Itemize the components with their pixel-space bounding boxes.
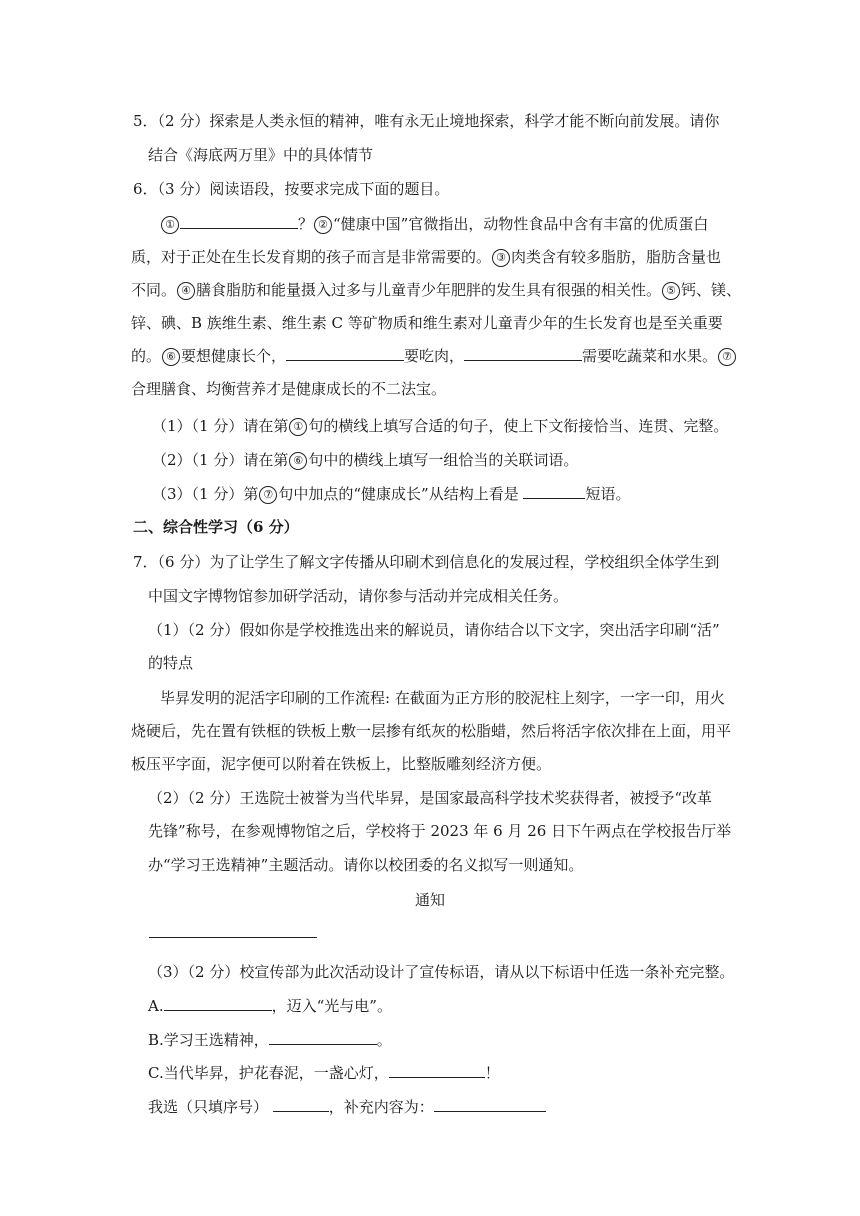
fill-blank-phrase-type[interactable] [523, 484, 585, 499]
fill-blank-6a[interactable] [286, 346, 404, 361]
q7-sub1-line1: （1）（2 分）假如你是学校推选出来的解说员，请你结合以下文字，突出活字印刷“活” [148, 621, 720, 639]
q7-sub3: （3）（2 分）校宣传部为此次活动设计了宣传标语，请从以下标语中任选一条补充完整。 [148, 963, 735, 981]
slogan-option-c: C.当代毕昇，护花春泥，一盏心灯， ！ [148, 1064, 500, 1082]
fill-blank-option-b[interactable] [269, 1030, 377, 1045]
section-heading: 二、综合性学习（6 分） [133, 518, 299, 536]
notice-title: 通知 [415, 891, 446, 909]
q5-line1: 5．（2 分）探索是人类永恒的精神，唯有永无止境地探索，科学才能不断向前发展。请你 [133, 112, 720, 130]
q5-line2: 结合《海底两万里》中的具体情节 [148, 146, 374, 164]
sentence-marker-2: ② [314, 216, 332, 234]
fill-blank-option-c[interactable] [389, 1063, 485, 1078]
sentence-marker-7: ⑦ [718, 348, 736, 366]
material-line3: 板压平字面，泥字便可以附着在铁板上，比整版雕刻经济方便。 [131, 755, 552, 773]
q6-sub2: （2）（1 分）请在第 ⑥ 句中的横线上填写一组恰当的关联词语。 [152, 451, 579, 469]
sentence-marker-3: ③ [492, 249, 510, 267]
choice-line: 我选（只填序号） ，补充内容为： [148, 1097, 546, 1117]
q7-line1: 7．（6 分）为了让学生了解文字传播从印刷术到信息化的发展过程，学校组织全体学生到 [133, 553, 720, 571]
q7-sub2-line3: 办“学习王选精神”主题活动。请你以校团委的名义拟写一则通知。 [148, 856, 584, 874]
slogan-option-a: A. ，迈入“光与电”。 [148, 997, 392, 1015]
q6-para-line1: ① ？ ② “健康中国”官微指出，动物性食品中含有丰富的优质蛋白 [160, 214, 708, 234]
fill-blank-option-a[interactable] [164, 996, 272, 1011]
q6-sub1: （1）（1 分）请在第 ① 句的横线上填写合适的句子，使上下文衔接恰当、连贯、完整。 [152, 417, 729, 435]
sentence-marker-1: ① [161, 216, 179, 234]
notice-answer-line[interactable] [149, 937, 317, 938]
q7-sub1-line2: 的特点 [148, 654, 194, 672]
sentence-marker-5: ⑤ [662, 282, 680, 300]
q6-para-line6: 合理膳食、均衡营养才是健康成长的不二法宝。 [131, 380, 447, 398]
q7-line2: 中国文字博物馆参加研学活动，请你参与活动并完成相关任务。 [148, 587, 569, 605]
q6-heading: 6．（3 分）阅读语段，按要求完成下面的题目。 [133, 180, 450, 198]
material-line2: 烧硬后，先在置有铁框的铁板上敷一层掺有纸灰的松脂蜡，然后将活字依次排在上面，用平 [131, 722, 732, 740]
q6-para-line4: 锌、碘、B 族维生素、维生素 C 等矿物质和维生素对儿童青少年的生长发育也是至关重要 [131, 314, 723, 332]
q6-para-line3: 不同。 ④ 膳食脂肪和能量摄入过多与儿童青少年肥胖的发生具有很强的相关性。 ⑤ 钙、镁、 [131, 281, 742, 299]
q7-sub2-line2: 先锋”称号，在参观博物馆之后，学校将于 2023 年 6 月 26 日下午两点在学校报告厅举 [148, 822, 732, 840]
fill-blank-6b[interactable] [464, 346, 582, 361]
material-line1: 毕昇发明的泥活字印刷的工作流程: 在截面为正方形的胶泥柱上刻字，一字一印，用火 [160, 689, 725, 707]
fill-blank-choice-letter[interactable] [273, 1097, 329, 1112]
q7-sub2-line1: （2）（2 分）王选院士被誉为当代毕昇，是国家最高科学技术奖获得者，被授予“改革 [148, 789, 713, 807]
q6-para-line2: 质，对于正处在生长发育期的孩子而言是非常需要的。 ③ 肉类含有较多脂肪，脂肪含量也 [131, 248, 722, 266]
q6-para-line5: 的。 ⑥ 要想健康长个， 要吃肉， 需要吃蔬菜和水果。 ⑦ [131, 346, 737, 366]
fill-blank-1[interactable] [180, 214, 298, 229]
fill-blank-choice-content[interactable] [434, 1097, 546, 1112]
sentence-marker-4: ④ [177, 282, 195, 300]
q6-sub3: （3）（1 分）第 ⑦ 句中加点的“健康成长”从结构上看是 短语。 [152, 485, 631, 503]
sentence-marker-6: ⑥ [162, 348, 180, 366]
slogan-option-b: B.学习王选精神， 。 [148, 1031, 392, 1049]
